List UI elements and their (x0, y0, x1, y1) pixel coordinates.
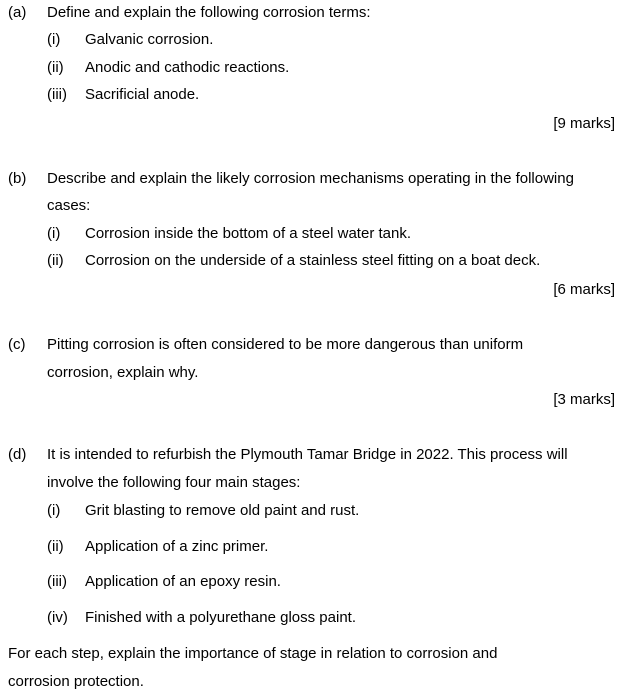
question-b-stem-line-2: cases: (47, 197, 91, 214)
question-c-label: (c) (8, 336, 26, 353)
question-c-stem-line-1: Pitting corrosion is often considered to be more dangerous than uniform (47, 336, 524, 353)
question-a-item-iii-label: (iii) (47, 86, 67, 103)
question-d-item-iv-text: Finished with a polyurethane gloss paint. (85, 609, 356, 626)
question-d-stem-line-1: It is intended to refurbish the Plymouth Tamar Bridge in 2022. This process will (47, 446, 568, 463)
question-b-marks: [6 marks] (553, 281, 615, 298)
question-b-item-ii-label: (ii) (47, 252, 64, 269)
question-b-label: (b) (8, 170, 27, 187)
question-c-stem-line-2: corrosion, explain why. (47, 364, 199, 381)
question-d-item-iii-label: (iii) (47, 573, 67, 590)
question-b-stem-line-1: Describe and explain the likely corrosion mechanisms operating in the following (47, 170, 574, 187)
question-b-item-ii-text: Corrosion on the underside of a stainless steel fitting on a boat deck. (85, 252, 541, 269)
question-d-stem-line-2: involve the following four main stages: (47, 474, 301, 491)
question-d-item-i-text: Grit blasting to remove old paint and rust. (85, 502, 360, 519)
question-a-item-ii-text: Anodic and cathodic reactions. (85, 59, 290, 76)
question-a-marks: [9 marks] (553, 115, 615, 132)
question-a-item-ii-label: (ii) (47, 59, 64, 76)
question-d-item-iii-text: Application of an epoxy resin. (85, 573, 281, 590)
question-d-label: (d) (8, 446, 27, 463)
question-b-item-i-text: Corrosion inside the bottom of a steel water tank. (85, 225, 412, 242)
question-a-stem: Define and explain the following corrosion terms: (47, 4, 371, 21)
instruction-line-1: For each step, explain the importance of stage in relation to corrosion and (8, 645, 498, 662)
question-a-item-iii-text: Sacrificial anode. (85, 86, 200, 103)
question-d-item-i-label: (i) (47, 502, 61, 519)
question-b-item-i-label: (i) (47, 225, 61, 242)
instruction-line-2: corrosion protection. (8, 673, 144, 690)
question-a-item-i-text: Galvanic corrosion. (85, 31, 214, 48)
question-a-item-i-label: (i) (47, 31, 61, 48)
question-d-item-ii-label: (ii) (47, 538, 64, 555)
question-d-item-iv-label: (iv) (47, 609, 68, 626)
question-d-item-ii-text: Application of a zinc primer. (85, 538, 269, 555)
question-a-label: (a) (8, 4, 27, 21)
question-c-marks: [3 marks] (553, 391, 615, 408)
